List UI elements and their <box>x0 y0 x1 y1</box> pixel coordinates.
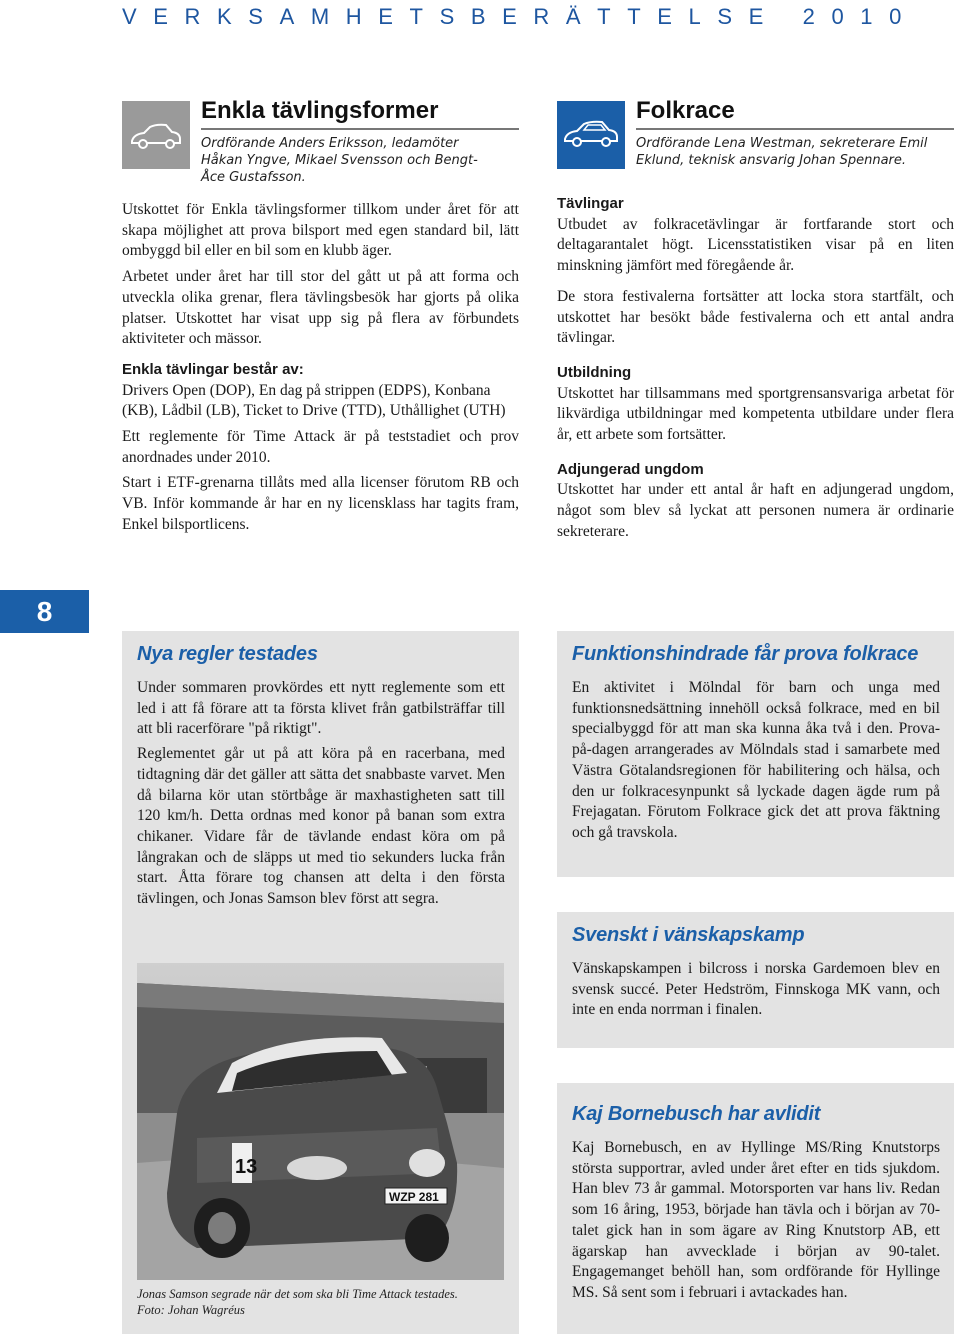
enkla-body <box>122 200 519 541</box>
vanskapskamp-body <box>572 959 940 1021</box>
enkla-paragraph-5: Start i ETF-grenarna tillåts med alla licenser förutom RB och VB. Inför kommande år har en ny licensklass har tagits fram, Enkel bilsportlicens. <box>122 474 519 533</box>
funktionshindrade-title: Funktionshindrade får prova folkrace <box>572 643 919 665</box>
folkrace-chair: Ordförande Lena Westman, sekreterare Emil Eklund, teknisk ansvarig Johan Spennare. <box>636 136 928 168</box>
folkrace-subhead-tavlingar: Tävlingar <box>557 195 624 212</box>
folkrace-body <box>557 194 954 553</box>
folkrace-paragraph-3: Utskottet har tillsammans med sportgrensansvariga arbetat för likvärdiga utbildningar med kompetenta utbildare under flera år, ett arbete som fortsätter. <box>557 384 954 444</box>
funktionshindrade-paragraph: En aktivitet i Mölndal för barn och unga med funktionsnedsättning innehöll också folkrace, med en bil specialbyggd för att man ska kunna åka två i den. Prova-på-dagen arrangerades av Mölndals stad i samarbete med Västra Götalandsregionen för habilitering och hälsa, och den ur folkracesynpunkt så lyckade dagen ägde rum på Frejagatan. Förutom Folkrace gick det att prova fäktning och gå travskola. <box>572 679 940 841</box>
nya-regler-paragraph-2: Reglementet går ut på att köra på en racerbana, med tidtagning där det gäller att sätta det snabbaste varvet. Men då bilarna kör utan störtbåge är maxhastigheten satt till 120 km/h. Detta ordnas med konor på banan som extra chikaner. Vidare får de tävlande endast köra om på långrakan och de släpps ut med tio sekunders lucka från start. Åtta förare tog chansen att delta i den första tävlingen, och Jonas Samson blev först att segra. <box>137 745 505 908</box>
funktionshindrade-box <box>557 631 954 877</box>
folkrace-paragraph-4: Utskottet har under ett antal år haft en adjungerad ungdom, något som blev så lyckat att personen numera är ordinarie sekreterare. <box>557 481 954 540</box>
kaj-bornebusch-box <box>557 1083 954 1334</box>
license-plate: WZP 281 <box>389 1190 439 1204</box>
car-outline-icon <box>557 101 625 169</box>
photo-credit: Foto: Johan Wagréus <box>137 1303 245 1317</box>
car-outline-icon <box>122 101 190 169</box>
folkrace-title: Folkrace <box>636 97 735 124</box>
funktionshindrade-body <box>572 678 940 844</box>
race-number: 13 <box>235 1156 258 1178</box>
enkla-chair: Ordförande Anders Eriksson, ledamöter Håkan Yngve, Mikael Svensson och Bengt-Åce Gustafsson. <box>201 136 478 185</box>
enkla-paragraph-2: Arbetet under året har till stor del gått ut på att forma och utveckla olika grenar, flera tävlingsbesök har gjorts på olika platser. Utskottet har visat upp sig på flera av förbundets aktiviteter och mässor. <box>122 268 519 348</box>
vanskapskamp-title: Svenskt i vänskapskamp <box>572 924 805 946</box>
enkla-paragraph-3: Drivers Open (DOP), En dag på strippen (EDPS), Konbana (KB), Lådbil (LB), Ticket to Drive (TTD), Uthållighet (UTH) <box>122 381 506 420</box>
folkrace-paragraph-2: De stora festivalerna fortsätter att locka stora startfält, och utskottet har besökt både festivalerna och ett antal andra tävlingar. <box>557 287 954 347</box>
page-header: VERKSAMHETSBERÄTTELSE 2010 <box>122 4 918 29</box>
folkrace-subhead-utbildning: Utbildning <box>557 363 632 381</box>
folkrace-subhead-adjungerad: Adjungerad ungdom <box>557 460 704 478</box>
race-car-photo <box>137 963 504 1280</box>
enkla-title-rule <box>201 128 519 130</box>
enkla-paragraph-1: Utskottet för Enkla tävlingsformer tillkom under året för att skapa möjlighet att prova bilsport med egen standard bil, lätt ombyggd bil eller en bil som en klubb äger. <box>122 201 519 260</box>
enkla-paragraph-4: Ett reglemente för Time Attack är på teststadiet och prov anordnades under 2010. <box>122 428 519 466</box>
photo-caption-text: Jonas Samson segrade när det som ska bli Time Attack testades. <box>137 1287 458 1301</box>
folkrace-paragraph-1: Utbudet av folkracetävlingar är fortfarande stort och deltagarantalet högt. Licensstatistiken visar på en liten minskning jämfört med föregående år. <box>557 215 954 275</box>
nya-regler-body <box>137 678 505 910</box>
kaj-bornebusch-body <box>572 1138 940 1304</box>
kaj-bornebusch-paragraph: Kaj Bornebusch, en av Hyllinge MS/Ring Knutstorps största supportrar, avled under året efter en tids sjukdom. Han blev 73 år gammal. Motorsporten var hans liv. Redan som 16 åring, 1953, började han tävla och i början av 70-talet gick han in som ägare av Ring Knutstorp AB, ett ägarskap han avvecklade i början av 90-talet. Engagemanget behöll han, som ordförande för Hyllinge MS. Så sent som i februari i avtackades han. <box>572 1139 940 1301</box>
folkrace-title-rule <box>636 128 954 130</box>
nya-regler-paragraph-1: Under sommaren provkördes ett nytt reglemente som ett led i att få förare att ta första klivet från gatbilsträffar till att bli racerförare "på riktigt". <box>137 679 505 738</box>
vanskapskamp-paragraph: Vänskapskampen i bilcross i norska Gardemoen blev en svensk succé. Peter Hedström, Finnskoga MK vann, och inte en enda norrman i finalen. <box>572 960 940 1019</box>
enkla-subhead: Enkla tävlingar består av: <box>122 360 304 378</box>
enkla-title: Enkla tävlingsformer <box>201 97 439 124</box>
kaj-bornebusch-title: Kaj Bornebusch har avlidit <box>572 1103 821 1125</box>
vanskapskamp-box <box>557 912 954 1048</box>
photo-caption <box>137 1286 458 1318</box>
page-number: 8 <box>0 590 89 633</box>
nya-regler-title: Nya regler testades <box>137 643 318 665</box>
